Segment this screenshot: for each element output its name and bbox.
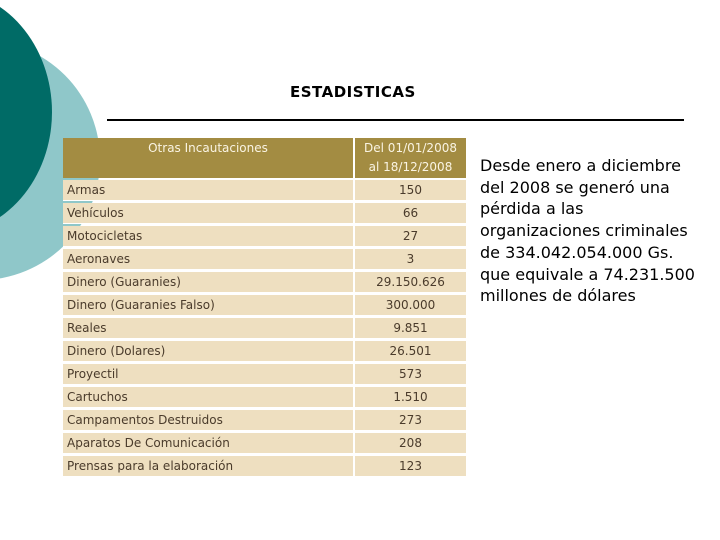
row-category: Aeronaves [63,249,353,270]
row-category: Cartuchos [63,387,353,408]
row-category: Vehículos [63,203,353,224]
table-row [63,295,466,316]
row-value: 3 [353,249,466,270]
table-row [63,387,466,408]
header-category: Otras Incautaciones [63,138,353,178]
row-value: 1.510 [353,387,466,408]
seizures-table [63,136,466,479]
title-divider [107,119,684,121]
table-header-row [63,138,466,178]
row-value: 66 [353,203,466,224]
table-row [63,364,466,385]
table-body [63,180,466,477]
row-value: 208 [353,433,466,454]
row-category: Dinero (Guaranies) [63,272,353,293]
row-value: 273 [353,410,466,431]
table-row [63,203,466,224]
row-category: Dinero (Guaranies Falso) [63,295,353,316]
row-value: 27 [353,226,466,247]
row-category: Prensas para la elaboración [63,456,353,477]
table-row [63,456,466,477]
table-row [63,433,466,454]
row-category: Reales [63,318,353,339]
row-value: 573 [353,364,466,385]
header-period-line1: Del 01/01/2008 [364,141,457,155]
row-value: 300.000 [353,295,466,316]
row-value: 123 [353,456,466,477]
table-row [63,410,466,431]
row-value: 150 [353,180,466,201]
table-row [63,272,466,293]
header-period-line2: al 18/12/2008 [368,160,453,174]
row-value: 29.150.626 [353,272,466,293]
row-category: Proyectil [63,364,353,385]
slide-title: ESTADISTICAS [290,83,416,101]
row-category: Dinero (Dolares) [63,341,353,362]
table-row [63,341,466,362]
summary-paragraph: Desde enero a diciembre del 2008 se generó una pérdida a las organizaciones criminales de 334.042.054.000 Gs. que equivale a 74.231.500 millones de dólares [480,156,695,306]
row-value: 9.851 [353,318,466,339]
row-category: Armas [63,180,353,201]
row-category: Aparatos De Comunicación [63,433,353,454]
table-row [63,249,466,270]
row-value: 26.501 [353,341,466,362]
table-row [63,226,466,247]
row-category: Campamentos Destruidos [63,410,353,431]
table-row [63,318,466,339]
header-period [353,138,466,178]
table-row [63,180,466,201]
row-category: Motocicletas [63,226,353,247]
